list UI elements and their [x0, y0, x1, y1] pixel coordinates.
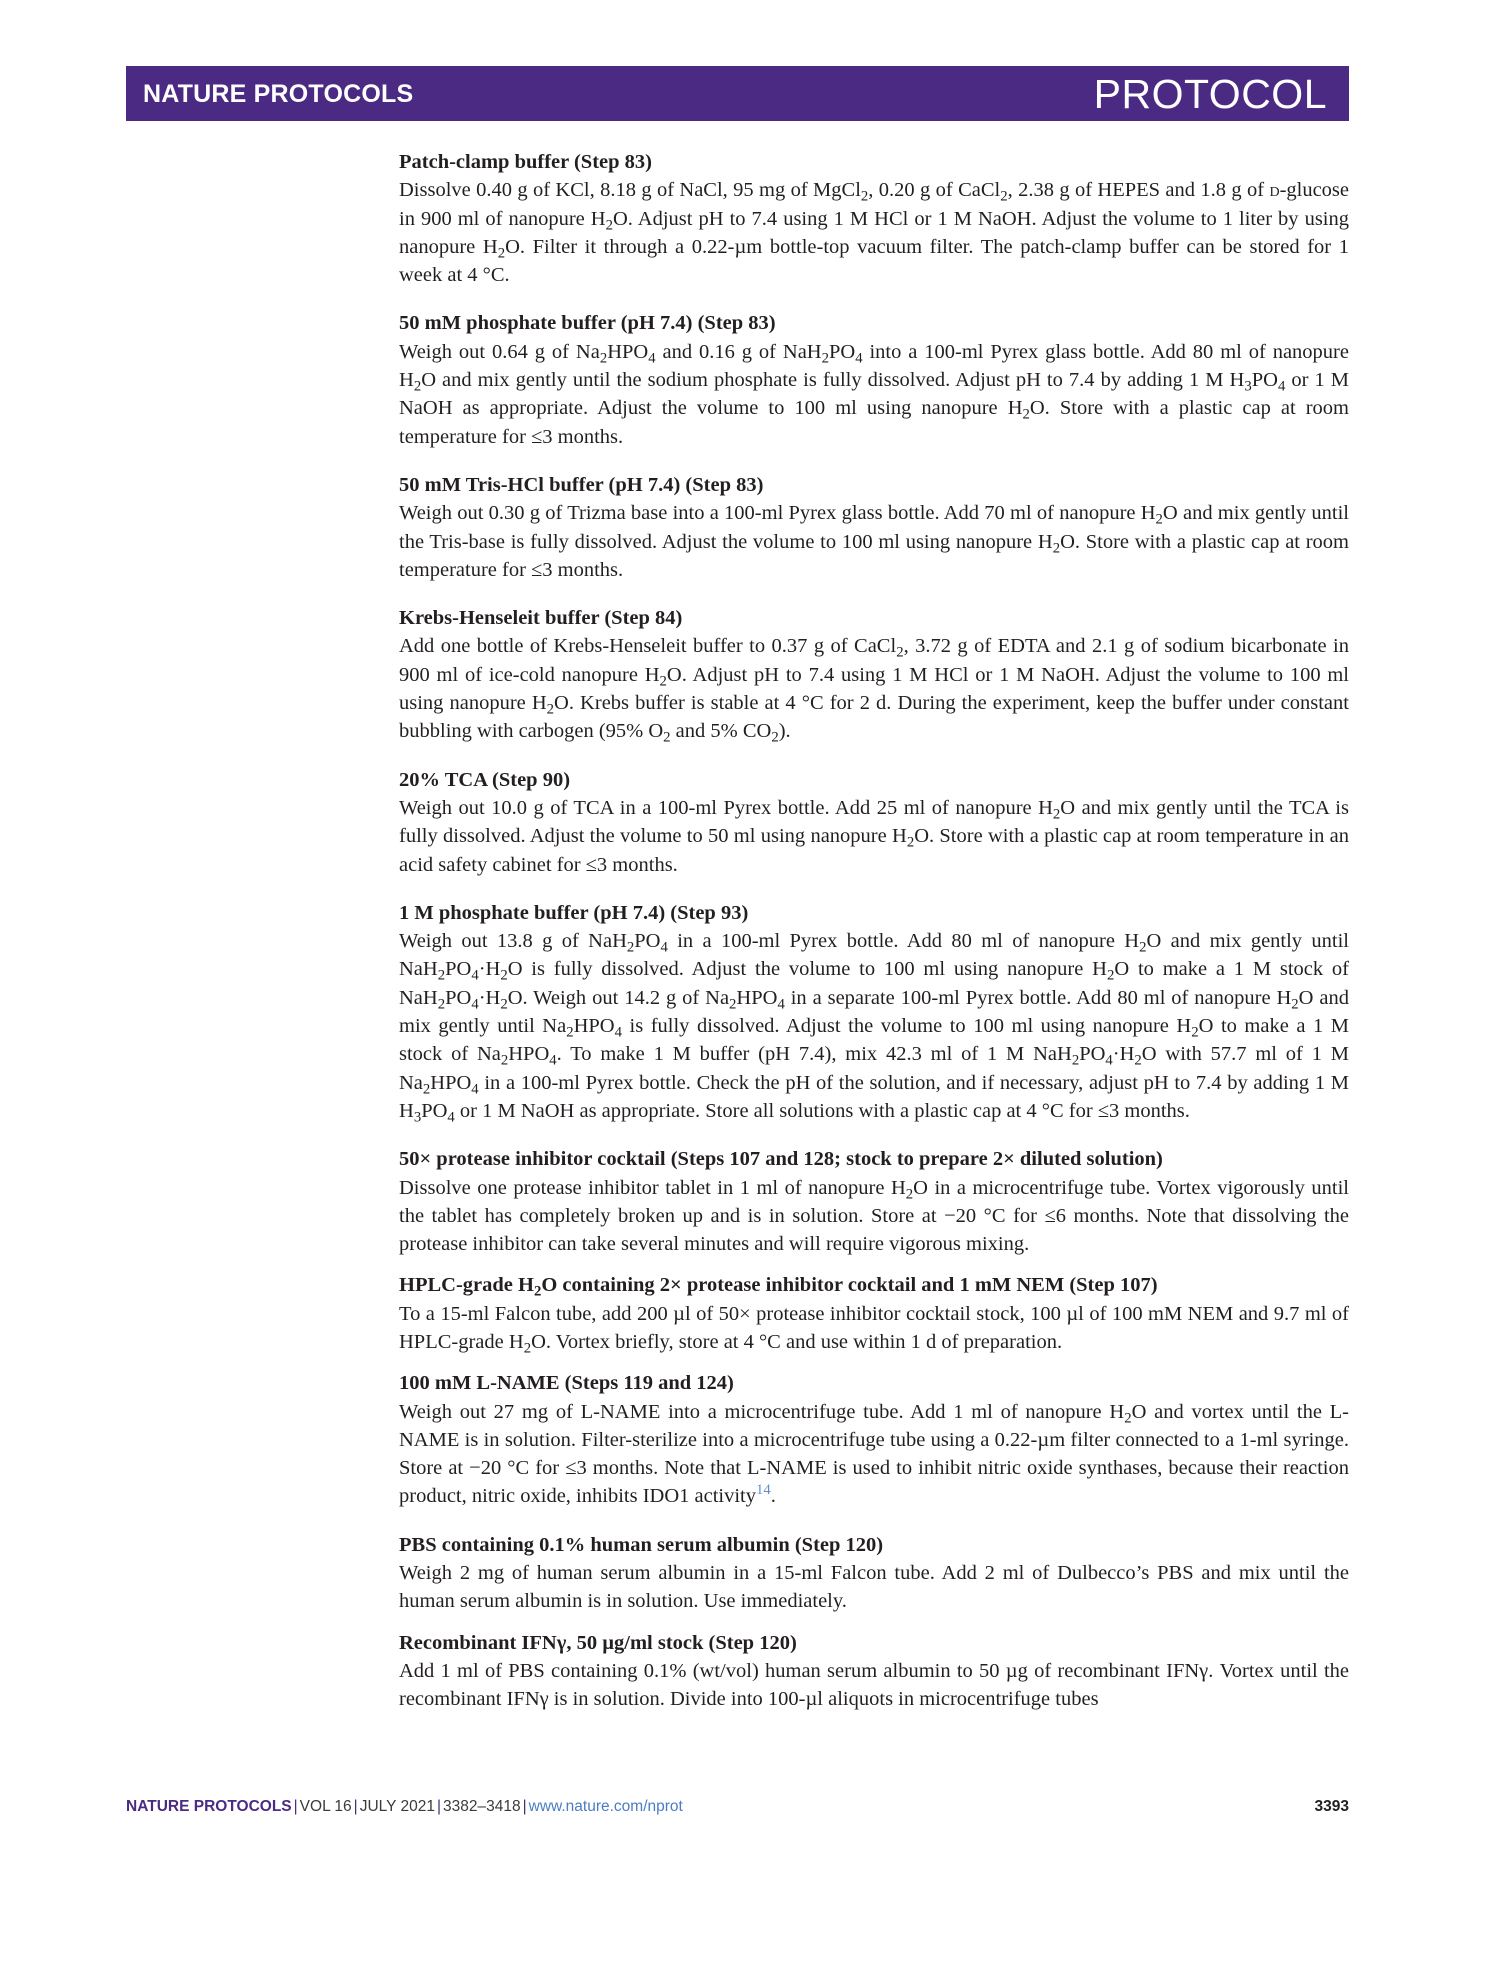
reagent-entry — [399, 766, 1349, 879]
main-content — [399, 148, 1349, 1734]
reagent-instructions: Add 1 ml of PBS containing 0.1% (wt/vol) human serum albumin to 50 µg of recombinant IFNγ. Vortex until the recombinant IFNγ is in solution. Divide into 100-µl aliquots in microcentrifuge tubes — [399, 1659, 1349, 1711]
reagent-instructions: Dissolve one protease inhibitor tablet in 1 ml of nanopure $H_2O$ in a microcentrifuge tube. Vortex vigorously until the tablet has completely broken up and is in solution. Store at −20 °C for ≤6 months. Note that dissolving the protease inhibitor can take several minutes and will require vigorous mixing. — [399, 1176, 1349, 1256]
journal-name: NATURE PROTOCOLS — [143, 80, 414, 108]
reagent-title: PBS containing 0.1% human serum albumin (Step 120) — [399, 1533, 884, 1556]
reagent-title: 50 mM phosphate buffer (pH 7.4) (Step 83) — [399, 312, 776, 335]
reagent-instructions: Weigh out 27 mg of L-NAME into a microcentrifuge tube. Add 1 ml of nanopure $H_2O$ and vortex until the L-NAME is in solution. Filter-sterilize into a microcentrifuge tube using a 0.22-µm filter connected to a 1-ml syringe. Store at −20 °C for ≤3 months. Note that L-NAME is used to inhibit nitric oxide synthases, because their reaction product, nitric oxide, inhibits IDO1 activity$^{14}$. — [399, 1400, 1349, 1508]
reagent-instructions: Weigh out 0.30 g of Trizma base into a 100-ml Pyrex glass bottle. Add 70 ml of nanopure $H_2O$ and mix gently until the Tris-base is fully dissolved. Adjust the volume to 100 ml using nanopure $H_2O$. Store with a plastic cap at room temperature for ≤3 months. — [399, 502, 1349, 581]
reagent-entry — [399, 1531, 1349, 1616]
header-bar — [126, 66, 1349, 121]
reagent-entry — [399, 1629, 1349, 1714]
reagent-title: 20% TCA (Step 90) — [399, 768, 571, 791]
reagent-instructions: Dissolve 0.40 g of KCl, 8.18 g of NaCl, 95 mg of MgCl$_2$, 0.20 g of CaCl$_2$, 2.38 g of HEPES and 1.8 g of d-glucose in 900 ml of nanopure $H_2O$. Adjust pH to 7.4 using 1 M HCl or 1 M NaOH. Adjust the volume to 1 liter by using nanopure $H_2O$. Filter it through a 0.22-µm bottle-top vacuum filter. The patch-clamp buffer can be stored for 1 week at 4 °C. — [399, 179, 1350, 287]
footer-journal: NATURE PROTOCOLS — [126, 1798, 292, 1815]
footer-url[interactable]: www.nature.com/nprot — [528, 1798, 683, 1815]
reagent-instructions: Weigh out 10.0 g of TCA in a 100-ml Pyrex bottle. Add 25 ml of nanopure $H_2O$ and mix gently until the TCA is fully dissolved. Adjust the volume to 50 ml using nanopure $H_2O$. Store with a plastic cap at room temperature in an acid safety cabinet for ≤3 months. — [399, 796, 1349, 876]
reagent-entry — [399, 604, 1349, 745]
reagent-title: 100 mM L-NAME (Steps 119 and 124) — [399, 1372, 734, 1395]
reagent-title: 50× protease inhibitor cocktail (Steps 107 and 128; stock to prepare 2× diluted solution) — [399, 1148, 1163, 1171]
page-number: 3393 — [1314, 1798, 1349, 1815]
reagent-title: Recombinant IFNγ, 50 µg/ml stock (Step 120) — [399, 1631, 797, 1654]
reagent-entry — [399, 899, 1349, 1125]
reagent-instructions: To a 15-ml Falcon tube, add 200 µl of 50× protease inhibitor cocktail stock, 100 µl of 100 mM NEM and 9.7 ml of HPLC-grade $H_2O$. Vortex briefly, store at 4 °C and use within 1 d of preparation. — [399, 1302, 1349, 1357]
reagent-title: 1 M phosphate buffer (pH 7.4) (Step 93) — [399, 901, 749, 924]
reagent-instructions: Weigh out 13.8 g of $NaH_2PO_4$ in a 100-ml Pyrex bottle. Add 80 ml of nanopure $H_2O$ and mix gently until $NaH_2PO_4\cdot H_2O$ is fully dissolved. Adjust the volume to 100 ml using nanopure $H_2O$ to make a 1 M stock of $NaH_2PO_4\cdot H_2O$. Weigh out 14.2 g of $Na_2HPO_4$ in a separate 100-ml Pyrex bottle. Add 80 ml of nanopure $H_2O$ and mix gently until $Na_2HPO_4$ is fully dissolved. Adjust the volume to 100 ml using nanopure $H_2O$ to make a 1 M stock of $Na_2HPO_4$. To make 1 M buffer (pH 7.4), mix 42.3 ml of 1 M $NaH_2PO_4\cdot H_2O$ with 57.7 ml of 1 M $Na_2HPO_4$ in a 100-ml Pyrex bottle. Check the pH of the solution, and if necessary, adjust pH to 7.4 by adding 1 M $H_3PO_4$ or 1 M NaOH as appropriate. Store all solutions with a plastic cap at 4 °C for ≤3 months. — [399, 930, 1349, 1126]
reagent-title: Patch-clamp buffer (Step 83) — [399, 151, 652, 173]
reagent-entry — [399, 148, 1349, 289]
reagent-entry — [399, 309, 1349, 450]
reagent-entry — [399, 471, 1349, 584]
reagent-instructions: Weigh out 0.64 g of $Na_2HPO_4$ and 0.16 g of $NaH_2PO_4$ into a 100-ml Pyrex glass bottle. Add 80 ml of nanopure $H_2O$ and mix gently until the sodium phosphate is fully dissolved. Adjust pH to 7.4 by adding 1 M $H_3PO_4$ or 1 M NaOH as appropriate. Adjust the volume to 100 ml using nanopure $H_2O$. Store with a plastic cap at room temperature for ≤3 months. — [399, 340, 1349, 448]
reagent-title: HPLC-grade $H_2O$ containing 2× protease inhibitor cocktail and 1 mM NEM (Step 107) — [399, 1274, 1158, 1300]
reagent-entry — [399, 1145, 1349, 1258]
footer-date: JULY 2021 — [359, 1798, 435, 1815]
reagent-title: Krebs-Henseleit buffer (Step 84) — [399, 607, 683, 630]
reagent-instructions: Add one bottle of Krebs-Henseleit buffer to 0.37 g of CaCl$_2$, 3.72 g of EDTA and 2.1 g of sodium bicarbonate in 900 ml of ice-cold nanopure $H_2O$. Adjust pH to 7.4 using 1 M HCl or 1 M NaOH. Adjust the volume to 100 ml using nanopure $H_2O$. Krebs buffer is stable at 4 °C for 2 d. During the experiment, keep the buffer under constant bubbling with carbogen (95% $O_2$ and 5% $CO_2$). — [399, 635, 1350, 746]
reagent-entry — [399, 1271, 1349, 1356]
reagent-title: 50 mM Tris-HCl buffer (pH 7.4) (Step 83) — [399, 473, 764, 496]
footer-pages: 3382–3418 — [443, 1798, 521, 1815]
reagent-entry — [399, 1369, 1349, 1510]
reagent-instructions: Weigh 2 mg of human serum albumin in a 15-ml Falcon tube. Add 2 ml of Dulbecco’s PBS and mix until the human serum albumin is in solution. Use immediately. — [399, 1562, 1349, 1613]
footer-volume: VOL 16 — [299, 1798, 352, 1815]
footer: NATURE PROTOCOLS | VOL 16 | JULY 2021 | 3382–3418 | www.nature.com/nprot 3393 — [126, 1798, 1349, 1815]
section-label: PROTOCOL — [1093, 71, 1327, 117]
